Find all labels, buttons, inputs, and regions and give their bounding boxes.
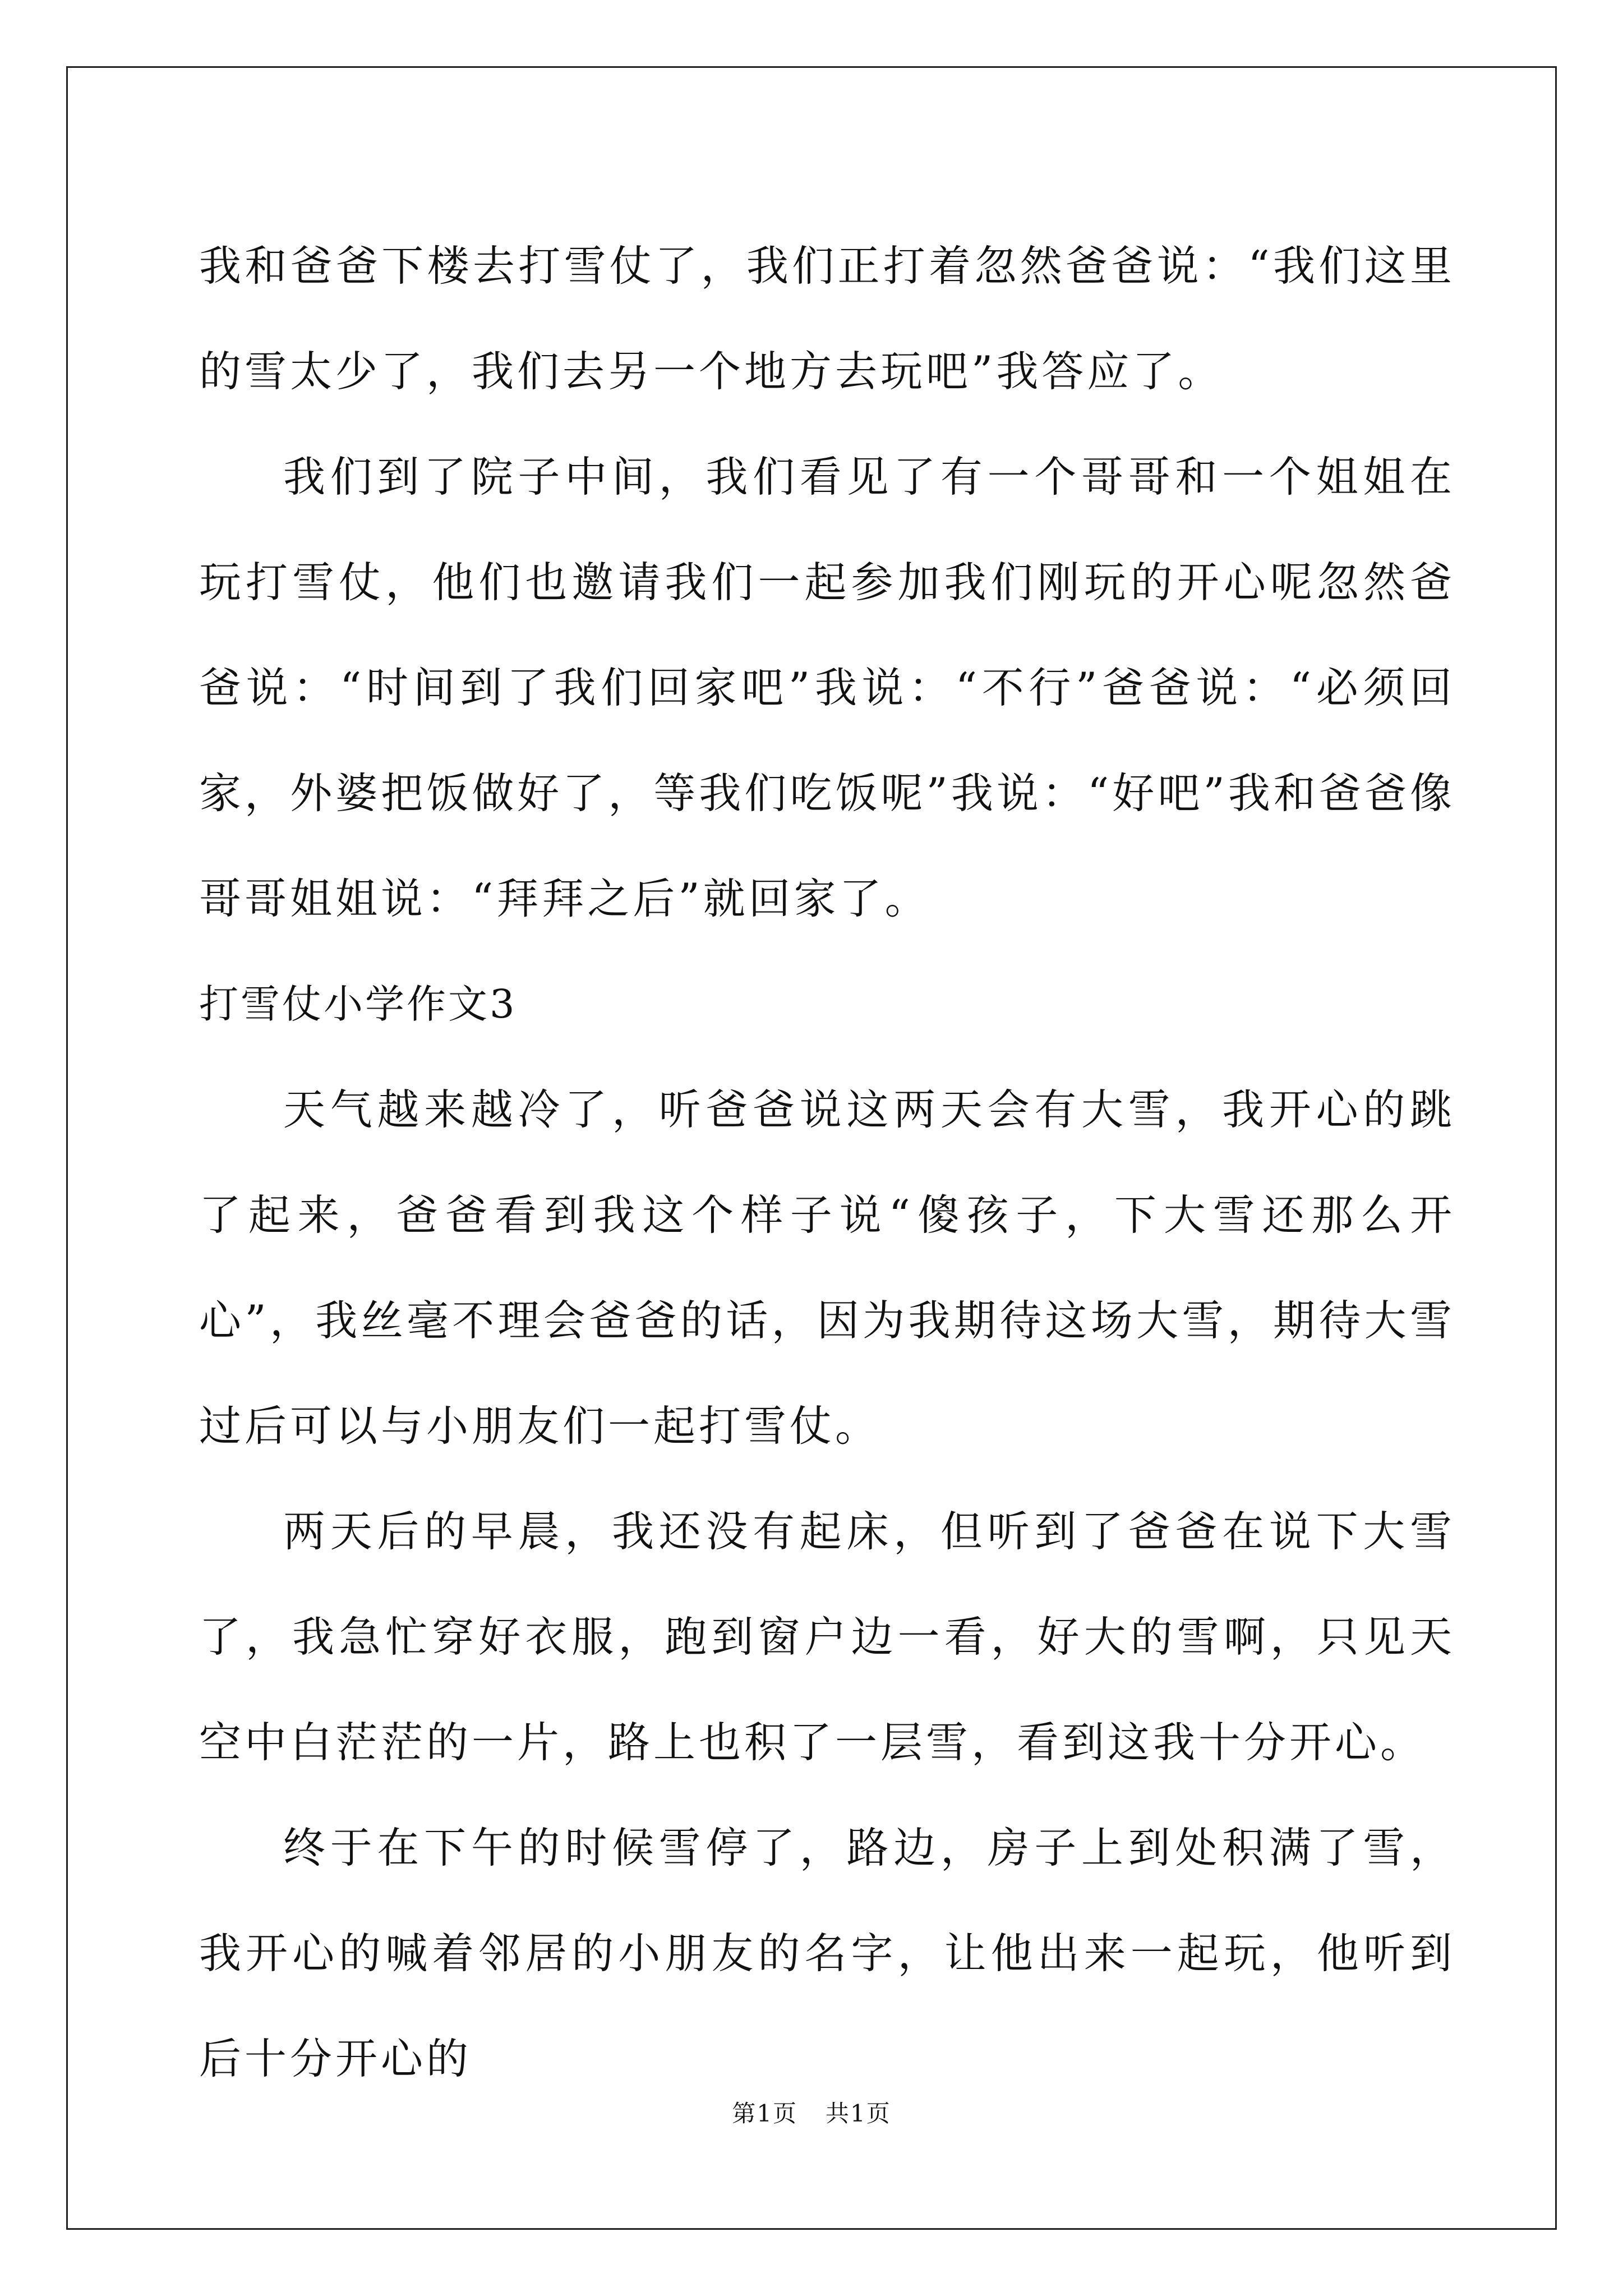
paragraph-4: 两天后的早晨，我还没有起床，但听到了爸爸在说下大雪了，我急忙穿好衣服，跑到窗户边一看，好大的雪啊，只见天空中白茫茫的一片，路上也积了一层雪，看到这我十分开心。	[199, 1507, 1455, 1767]
document-body	[199, 213, 1455, 2111]
section-heading: 打雪仗小学作文3	[199, 981, 517, 1027]
paragraph-1: 我和爸爸下楼去打雪仗了，我们正打着忽然爸爸说：“我们这里的雪太少了，我们去另一个地方去玩吧”我答应了。	[199, 241, 1455, 396]
paragraph-3: 天气越来越冷了，听爸爸说这两天会有大雪，我开心的跳了起来，爸爸看到我这个样子说“傻孩子，下大雪还那么开心”，我丝毫不理会爸爸的话，因为我期待这场大雪，期待大雪过后可以与小朋友们一起打雪仗。	[199, 1085, 1455, 1451]
page-number: 第1页	[732, 2100, 797, 2127]
paragraph-5: 终于在下午的时候雪停了，路边，房子上到处积满了雪，我开心的喊着邻居的小朋友的名字，让他出来一起玩，他听到后十分开心的	[199, 1823, 1455, 2083]
paragraph-2: 我们到了院子中间，我们看见了有一个哥哥和一个姐姐在玩打雪仗，他们也邀请我们一起参加我们刚玩的开心呢忽然爸爸说：“时间到了我们回家吧”我说：“不行”爸爸说：“必须回家，外婆把饭做好了，等我们吃饭呢”我说：“好吧”我和爸爸像哥哥姐姐说：“拜拜之后”就回家了。	[199, 452, 1455, 923]
page-total: 共1页	[826, 2100, 891, 2127]
page-footer	[0, 2095, 1623, 2129]
